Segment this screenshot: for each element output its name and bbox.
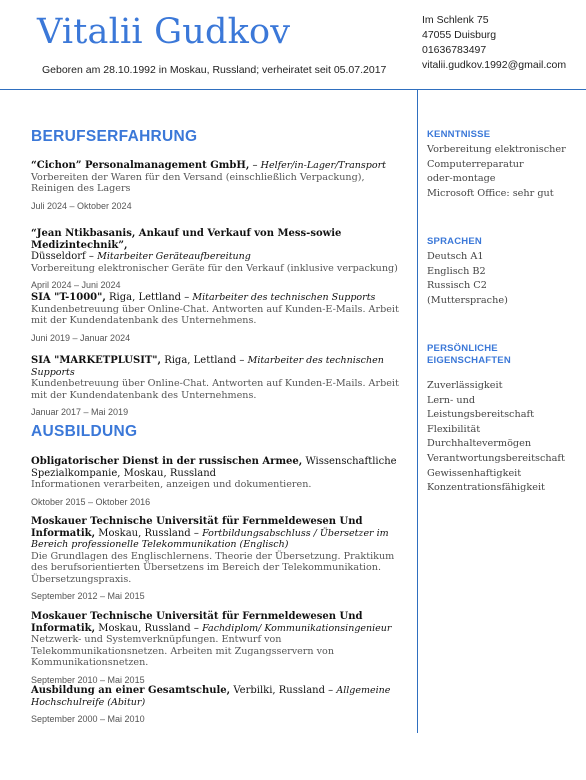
education-dates: September 2010 – Mai 2015	[31, 674, 145, 685]
skill-item: Vorbereitung elektronischer	[427, 144, 566, 155]
job-location: Riga, Lettland	[109, 292, 182, 303]
skill-item: oder-montage	[427, 173, 496, 185]
language-item: Russisch C2	[427, 280, 487, 292]
skills-list	[427, 143, 566, 201]
degree: Allgemeine Hochschulreife (Abitur)	[31, 685, 391, 708]
experience-heading: BERUFSERFAHRUNG	[31, 128, 198, 145]
job-description: Kundenbetreuung über Online-Chat. Antworten auf Kunden-E-Mails. Arbeit mit der Kundendatenbank des Unternehmens.	[31, 378, 399, 401]
contact-email[interactable]: vitalii.gudkov.1992@gmail.com	[422, 59, 567, 71]
job-dates: Juni 2019 – Januar 2024	[31, 332, 131, 343]
education-description: Informationen verarbeiten, anzeigen und dokumentieren.	[31, 479, 312, 490]
employer: “Cichon” Personalmanagement GmbH,	[31, 160, 250, 171]
education-entry	[31, 456, 406, 507]
education-dates: September 2012 – Mai 2015	[31, 591, 145, 601]
trait-item: Durchhaltevermögen	[427, 438, 532, 450]
traits-heading: PERSÖNLICHE EIGENSCHAFTEN	[427, 343, 511, 366]
job-dates: April 2024 – Juni 2024	[31, 280, 121, 290]
education-dates: Oktober 2015 – Oktober 2016	[31, 496, 151, 507]
header-divider	[0, 89, 586, 90]
experience-entry: “Jean Ntikbasanis, Ankauf und Verkauf von Mess-sowie Medizintechnik”, Düsseldorf – Mitarbeiter Geräteaufbereitung Vorbereitung elektronischer Geräte für den Verkauf (inklusive verpackung) April 2024 – Juni 2024	[31, 228, 406, 290]
job-location: Riga, Lettland	[164, 355, 237, 366]
candidate-name: Vitalii Gudkov	[37, 12, 291, 52]
education-heading: AUSBILDUNG	[31, 423, 138, 440]
institution: Moskauer Technische Universität für Fernmeldewesen Und Informatik,	[31, 516, 363, 539]
job-description: Kundenbetreuung über Online-Chat. Antworten auf Kunden-E-Mails. Arbeit mit der Kundendatenbank des Unternehmens.	[31, 303, 399, 326]
job-role: Mitarbeiter des technischen Supports	[31, 355, 384, 378]
skills-heading: KENNTNISSE	[427, 129, 491, 140]
employer: “Jean Ntikbasanis, Ankauf und Verkauf von Mess-sowie Medizintechnik”,	[31, 228, 342, 251]
languages-heading: SPRACHEN	[427, 236, 482, 247]
institution: Obligatorischer Dienst in der russischen Armee,	[31, 456, 303, 467]
traits-list	[427, 379, 565, 496]
birth-line: Geboren am 28.10.1992 in Moskau, Russland; verheiratet seit 05.07.2017	[42, 64, 387, 76]
job-description: Vorbereiten der Waren für den Versand (einschließlich Verpackung), Reinigen des Lagers	[31, 171, 365, 194]
education-entry: Moskauer Technische Universität für Fernmeldewesen Und Informatik, Moskau, Russland – Fortbildungsabschluss / Übersetzer im Bereich professionelle Telekommunikation (Englisch) Die Grundlagen des Englischlernens. Theorie der Übersetzung. Praktikum des berufsorientierten Übersetzens im Bereich der Telekommunikation. Übersetzungspraxis. September 2012 – Mai 2015	[31, 516, 406, 601]
job-location: Düsseldorf	[31, 251, 86, 262]
institution-location: Verbilki, Russland	[233, 685, 325, 696]
trait-item: Zuverlässigkeit	[427, 380, 503, 391]
trait-item: Lern- und	[427, 394, 476, 406]
skill-item: Computerreparatur	[427, 158, 524, 170]
education-description: Die Grundlagen des Englischlernens. Theorie der Übersetzung. Praktikum des berufsorientierten Übersetzens im Bereich der Telekommunikation. Übersetzungspraxis.	[31, 550, 395, 585]
language-item: Englisch B2	[427, 265, 486, 277]
degree: Fachdiplom/ Kommunikationsingenieur	[202, 622, 392, 634]
education-description: Netzwerk- und Systemverknüpfungen. Entwurf von Telekommunikationsnetzen. Arbeiten mit Zugangsservern von Kommunikationsnetzen.	[31, 634, 334, 668]
trait-item: Konzentrationsfähigkeit	[427, 482, 545, 494]
education-entry: Moskauer Technische Universität für Fernmeldewesen Und Informatik, Moskau, Russland – Fachdiplom/ Kommunikationsingenieur Netzwerk- und Systemverknüpfungen. Entwurf von Telekommunikationsnetzen. Arbeiten mit Zugangsservern von Kommunikationsnetzen. September 2010 – Mai 2015	[31, 611, 406, 685]
language-item: (Muttersprache)	[427, 294, 508, 306]
trait-item: Verantwortungsbereitschaft	[427, 452, 565, 464]
column-divider	[417, 89, 418, 733]
institution-location: Moskau, Russland	[98, 527, 191, 539]
skill-item: Microsoft Office: sehr gut	[427, 187, 554, 199]
institution-location: Moskau, Russland	[98, 622, 191, 634]
institution: Ausbildung an einer Gesamtschule,	[31, 685, 231, 696]
job-dates: Juli 2024 – Oktober 2024	[31, 200, 132, 211]
education-entry: Ausbildung an einer Gesamtschule, Verbilki, Russland – Allgemeine Hochschulreife (Abitur) September 2000 – Mai 2010	[31, 685, 406, 724]
trait-item: Leistungsbereitschaft	[427, 409, 534, 421]
languages-list	[427, 250, 508, 308]
contact-phone: 01636783497	[422, 44, 487, 56]
contact-city: 47055 Duisburg	[422, 29, 497, 41]
contact-block	[422, 13, 566, 73]
employer: SIA "MARKETPLUSIT",	[31, 355, 161, 366]
institution-location: Wissenschaftliche Spezialkompanie, Moskau, Russland	[31, 456, 397, 479]
institution: Moskauer Technische Universität für Fernmeldewesen Und Informatik,	[31, 611, 363, 634]
contact-street: Im Schlenk 75	[422, 14, 489, 26]
experience-entry: SIA "T-1000", Riga, Lettland – Mitarbeiter des technischen Supports Kundenbetreuung über Online-Chat. Antworten auf Kunden-E-Mails. Arbeit mit der Kundendatenbank des Unternehmens. Juni 2019 – Januar 2024	[31, 292, 406, 343]
experience-entry: SIA "MARKETPLUSIT", Riga, Lettland – Mitarbeiter des technischen Supports Kundenbetreuung über Online-Chat. Antworten auf Kunden-E-Mails. Arbeit mit der Kundendatenbank des Unternehmens. Januar 2017 – Mai 2019	[31, 355, 406, 417]
employer: SIA "T-1000",	[31, 292, 106, 303]
experience-entry: “Cichon” Personalmanagement GmbH, – Helfer/in-Lager/Transport Vorbereiten der Waren für den Versand (einschließlich Verpackung), Reinigen des Lagers Juli 2024 – Oktober 2024	[31, 160, 406, 211]
job-role: Mitarbeiter Geräteaufbereitung	[97, 251, 251, 262]
trait-item: Gewissenhaftigkeit	[427, 467, 522, 479]
job-role: Mitarbeiter des technischen Supports	[192, 292, 376, 303]
degree: Fortbildungsabschluss / Übersetzer im Bereich professionelle Telekommunikation (Englisch)	[31, 527, 389, 550]
education-dates: September 2000 – Mai 2010	[31, 714, 145, 724]
job-description: Vorbereitung elektronischer Geräte für den Verkauf (inklusive verpackung)	[31, 262, 398, 274]
job-role: Helfer/in-Lager/Transport	[260, 160, 386, 171]
job-dates: Januar 2017 – Mai 2019	[31, 407, 129, 417]
trait-item: Flexibilität	[427, 423, 481, 435]
language-item: Deutsch A1	[427, 251, 484, 262]
